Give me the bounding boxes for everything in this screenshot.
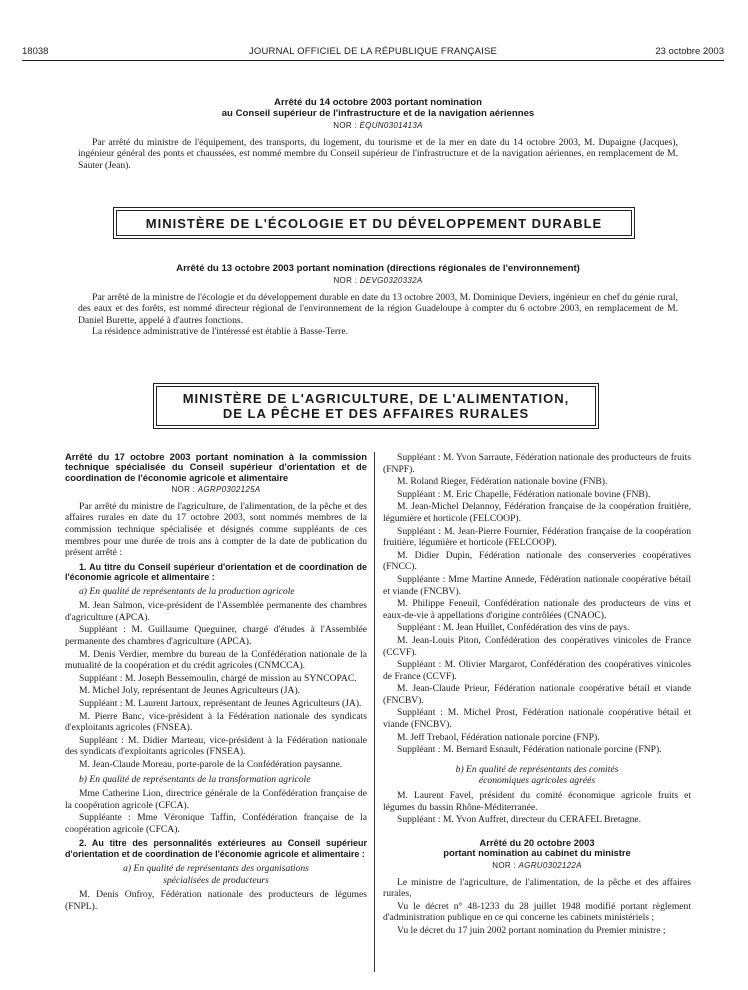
member-entry: M. Jean-Louis Piton, Confédération des coopératives vinicoles de France (CCVF).: [383, 634, 691, 658]
arrete-title: Arrêté du 13 octobre 2003 portant nomination (directions régionales de l'environnement): [176, 263, 580, 274]
arrete-infrastructure: [78, 97, 678, 171]
entries-production-agricole: [65, 600, 367, 770]
nor-reference: NOR : DEVG0320332A: [333, 276, 423, 285]
member-entry: Suppléant : M. Olivier Margarot, Confédération des coopératives vinicoles de France (CCVF).: [383, 659, 691, 682]
page-number: 18038: [22, 46, 49, 57]
arrete-cabinet-title-line1: Arrêté du 20 octobre 2003: [479, 836, 595, 848]
section-1-heading: 1. Au titre du Conseil supérieur d'orientation et de coordination de l'économie agricole et alimentaire :: [65, 561, 367, 583]
arrete-commission-title: Arrêté du 17 octobre 2003 portant nomination à la commission technique spécialisée du Conseil supérieur d'orientation et de coordination de l'économie agricole et alimentaire: [65, 451, 367, 483]
arrete-cabinet: [383, 838, 691, 937]
member-entry: Le ministre de l'agriculture, de l'alimentation, de la pêche et des affaires rurales,: [383, 876, 691, 900]
entries-transformation-agricole: [65, 788, 367, 835]
ministry-agriculture-line2: DE LA PÊCHE ET DES AFFAIRES RURALES: [222, 406, 530, 421]
member-entry: M. Roland Rieger, Fédération nationale bovine (FNB).: [397, 476, 608, 488]
member-entry: M. Pierre Banc, vice-président à la Fédération nationale des syndicats d'exploitants agricoles (FNSEA).: [65, 710, 367, 734]
arrete-title-line2: au Conseil supérieur de l'infrastructure et de la navigation aériennes: [221, 108, 535, 119]
column-divider: [374, 452, 375, 972]
member-entry: M. Jean-Claude Prieur, Fédération nationale coopérative bétail et viande (FNCBV).: [383, 683, 691, 706]
member-entry: Suppléante : Mme Martine Annede, Fédération nationale coopérative bétail et viande (FNCBV).: [383, 573, 691, 597]
member-entry: Suppléant : M. Didier Marteau, vice-président à la Fédération nationale des syndicats d'exploitants agricoles (FNSEA).: [65, 734, 367, 758]
member-entry: M. Didier Dupin, Fédération nationale des conserveries coopératives (FNCC).: [383, 549, 691, 573]
ministry-ecologie-box: [113, 207, 635, 239]
member-entry: Vu le décret du 17 juin 2002 portant nomination du Premier ministre ;: [397, 924, 666, 936]
member-entry: M. Denis Verdier, membre du bureau de la Confédération nationale de la mutualité de la coopération et du crédit agricoles (CNMCCA).: [65, 648, 367, 672]
arrete-body: Par arrêté du ministre de l'équipement, des transports, du logement, du tourisme et de la mer en date du 14 octobre 2003, M. Dupaigne (Jacques), ingénieur général des ponts et chaussées, est nommé membre du Conseil supérieur de l'infrastructure et de la navigation aériennes, en remplacement de M. Sauter (Jean).: [78, 136, 678, 171]
entries-comites: [383, 790, 691, 826]
member-entry: Suppléant : M. Jean Huillet, Confédération des vins de pays.: [397, 622, 630, 634]
cabinet-paragraphs: [383, 877, 691, 937]
member-entry: Suppléant : M. Laurent Jartoux, représentant de Jeunes Agriculteurs (JA).: [79, 697, 362, 709]
member-entry: Mme Catherine Lion, directrice générale de la Confédération française de la coopération agricole (CFCA).: [65, 788, 367, 811]
member-entry: Suppléant : M. Michel Prost, Fédération nationale coopérative bétail et viande (FNCBV).: [383, 707, 691, 731]
sub-a-heading: a) En qualité de représentants de la production agricole: [79, 585, 295, 597]
sub-2b-heading: b) En qualité de représentants des comités économiques agricoles agréés: [455, 763, 619, 787]
member-entry: M. Jean-Michel Delannoy, Fédération française de la coopération fruitière, légumière et horticole (FELCOOP).: [383, 501, 691, 524]
member-entry: M. Laurent Favel, président du comité économique agricole fruits et légumes du bassin Rhône-Méditerranée.: [383, 790, 691, 813]
member-entry: M. Denis Onfroy, Fédération nationale des producteurs de légumes (FNPL).: [65, 889, 367, 913]
member-entry: Suppléant : M. Joseph Bessemoulin, chargé de mission au SYNCOPAC.: [79, 672, 357, 684]
arrete-cabinet-title-line2: portant nomination au cabinet du ministre: [443, 847, 631, 859]
member-entry: Suppléant : M. Eric Chapelle, Fédération nationale bovine (FNB).: [397, 488, 651, 500]
member-entry: M. Jeff Trebaol, Fédération nationale porcine (FNP).: [397, 731, 600, 743]
nor-reference: NOR : ÉQUN0301413A: [333, 121, 423, 130]
arrete-environnement: [78, 263, 678, 338]
member-entry: M. Jean Salmon, vice-président de l'Assemblée permanente des chambres d'agriculture (APCA).: [65, 600, 367, 623]
right-column: [383, 452, 691, 938]
arrete-body-residence: La résidence administrative de l'intéressé est établie à Basse-Terre.: [92, 326, 348, 338]
member-entry: M. Michel Joly, représentant de Jeunes Agriculteurs (JA).: [79, 685, 301, 697]
left-column: [65, 452, 367, 914]
member-entry: M. Philippe Feneuil, Confédération nationale des producteurs de vins et eaux-de-vie à appellations d'origine contrôlées (CNAOC).: [383, 598, 691, 621]
nor-reference: NOR : AGRP0302125A: [171, 485, 261, 495]
member-entry: Vu le décret n° 48-1233 du 28 juillet 1948 modifié portant règlement d'administration publique en ce qui concerne les cabinets ministériels ;: [383, 900, 691, 924]
arrete-body: Par arrêté de la ministre de l'écologie et du développement durable en date du 13 octobre 2003, M. Dominique Deviers, ingénieur en chef du génie rural, des eaux et des forêts, est nommé directeur régional de l'environnement de la région Guadeloupe à compter du 6 octobre 2003, en remplacement de M. Daniel Burette, appelé à d'autres fonctions.: [78, 291, 678, 326]
nor-reference: NOR : AGRU0302122A: [492, 861, 582, 870]
ministry-agriculture-box: [153, 383, 599, 429]
member-entry: Suppléant : M. Guillaume Queguiner, chargé d'études à l'Assemblée permanente des chambres d'agriculture (APCA).: [65, 624, 367, 647]
sub-2a-heading: a) En qualité de représentants des organisations spécialisées de producteurs: [123, 863, 309, 886]
issue-date: 23 octobre 2003: [655, 46, 724, 57]
member-entry: Suppléant : M. Jean-Pierre Fournier, Fédération française de la coopération fruitière, légumière et horticole (FELCOOP).: [383, 525, 691, 549]
member-entry: Suppléant : M. Bernard Esnault, Fédération nationale porcine (FNP).: [397, 744, 662, 756]
sub-b-heading: b) En qualité de représentants de la transformation agricole: [79, 773, 311, 785]
arrete-intro: Par arrêté du ministre de l'agriculture, de l'alimentation, de la pêche et des affaires rurales en date du 17 octobre 2003, sont nommés membres de la commission technique spécialisée et désignés comme suppléants de ces membres pour une durée de trois ans à compter de la date de publication du présent arrêté :: [65, 500, 367, 559]
entries-organisations-right: [383, 452, 691, 756]
arrete-title-line1: Arrêté du 14 octobre 2003 portant nomination: [274, 97, 482, 108]
page-header: [22, 46, 724, 61]
journal-title: JOURNAL OFFICIEL DE LA RÉPUBLIQUE FRANÇAISE: [248, 46, 498, 57]
section-2-heading: 2. Au titre des personnalités extérieures au Conseil supérieur d'orientation et de coordination de l'économie agricole et alimentaire :: [65, 838, 367, 859]
ministry-ecologie-name: MINISTÈRE DE L'ÉCOLOGIE ET DU DÉVELOPPEMENT DURABLE: [145, 216, 603, 231]
ministry-agriculture-line1: MINISTÈRE DE L'AGRICULTURE, DE L'ALIMENTATION,: [182, 391, 570, 406]
member-entry: Suppléant : M. Yvon Auffret, directeur du CERAFEL Bretagne.: [397, 814, 642, 826]
entries-organisations-left: [65, 889, 367, 912]
member-entry: Suppléante : Mme Véronique Taffin, Confédération française de la coopération agricole (CFCA).: [65, 812, 367, 835]
member-entry: M. Jean-Claude Moreau, porte-parole de la Confédération paysanne.: [79, 758, 343, 770]
member-entry: Suppléant : M. Yvon Sarraute, Fédération nationale des producteurs de fruits (FNPF).: [383, 452, 691, 475]
